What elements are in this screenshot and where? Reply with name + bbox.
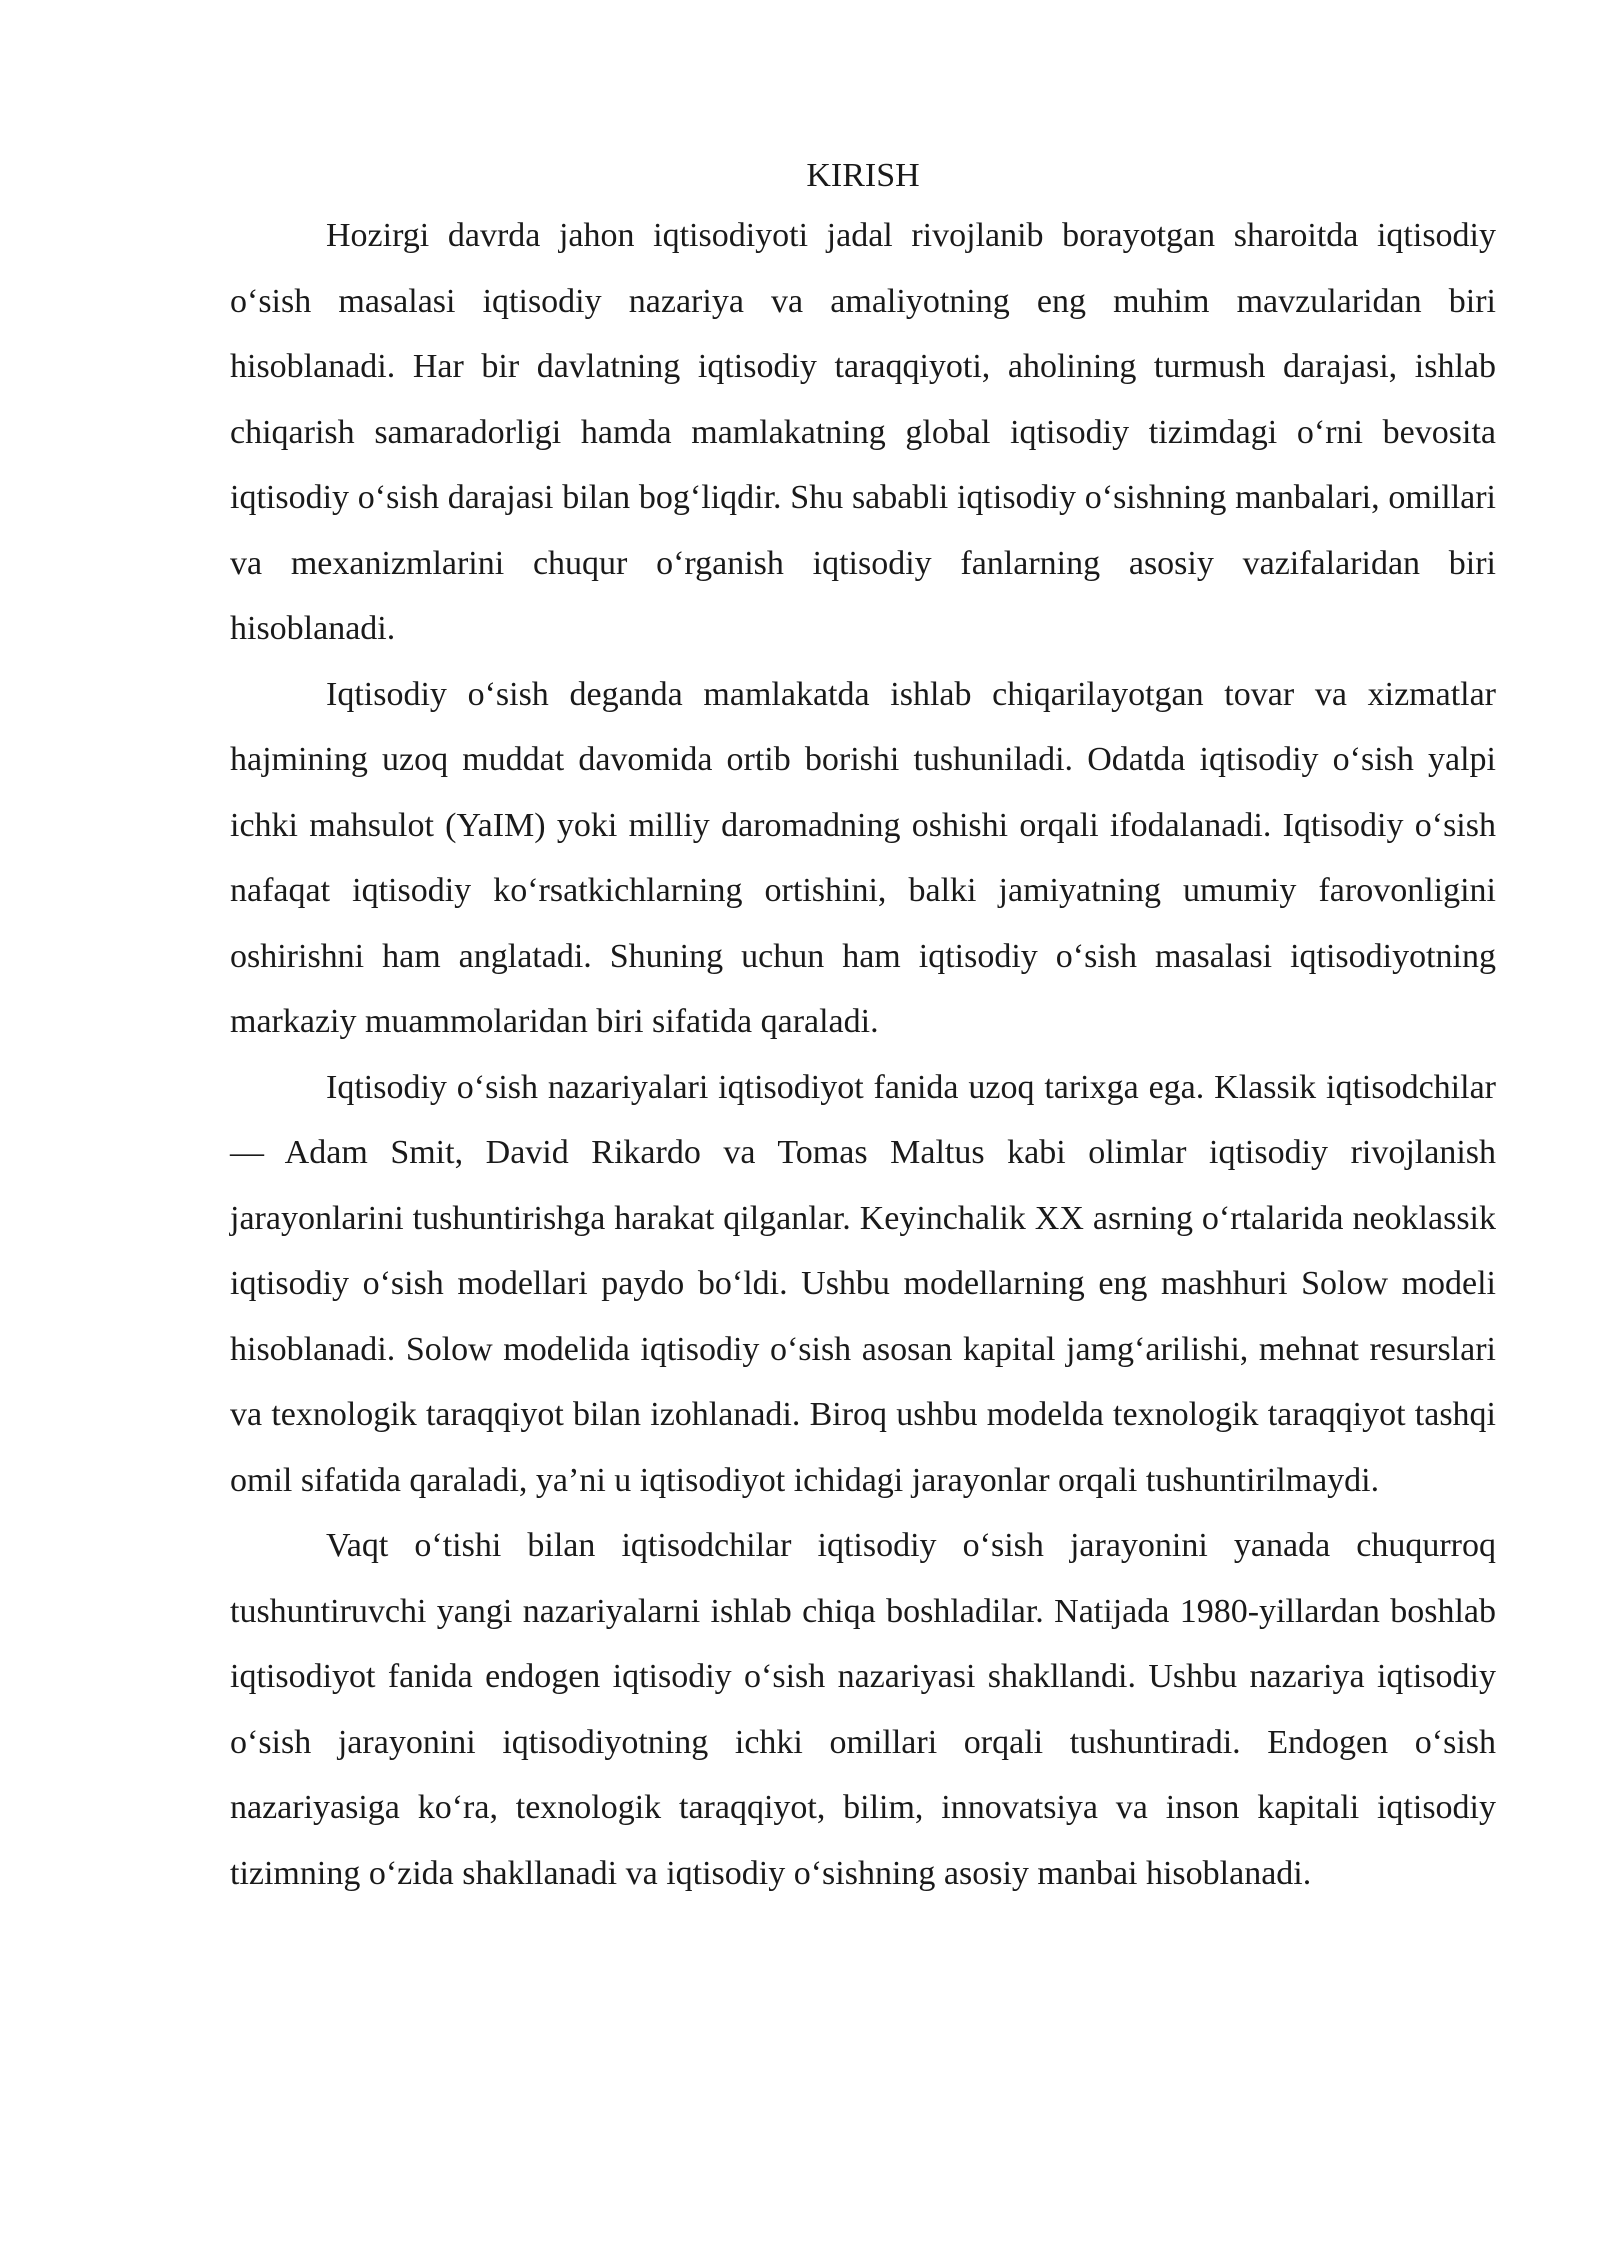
section-heading: KIRISH	[806, 157, 920, 194]
paragraph-4: Vaqt o‘tishi bilan iqtisodchilar iqtisodiy o‘sish jarayonini yanada chuqurroq tushuntiruvchi yangi nazariyalarni ishlab chiqa boshladilar. Natijada 1980-yillardan boshlab iqtisodiyot fanida endogen iqtisodiy o‘sish nazariyasi shakllandi. Ushbu nazariya iqtisodiy o‘sish jarayonini iqtisodiyotning ichki omillari orqali tushuntiradi. Endogen o‘sish nazariyasiga ko‘ra, texnologik taraqqiyot, bilim, innovatsiya va inson kapitali iqtisodiy tizimning o‘zida shakllanadi va iqtisodiy o‘sishning asosiy manbai hisoblanadi.	[230, 1527, 1496, 1892]
paragraph-2: Iqtisodiy o‘sish deganda mamlakatda ishlab chiqarilayotgan tovar va xizmatlar hajmining uzoq muddat davomida ortib borishi tushuniladi. Odatda iqtisodiy o‘sish yalpi ichki mahsulot (YaIM) yoki milliy daromadning oshishi orqali ifodalanadi. Iqtisodiy o‘sish nafaqat iqtisodiy ko‘rsatkichlarning ortishini, balki jamiyatning umumiy farovonligini oshirishni ham anglatadi. Shuning uchun ham iqtisodiy o‘sish masalasi iqtisodiyotning markaziy muammolaridan biri sifatida qaraladi.	[230, 675, 1496, 1040]
document-body	[230, 148, 1496, 1906]
paragraph-3: Iqtisodiy o‘sish nazariyalari iqtisodiyot fanida uzoq tarixga ega. Klassik iqtisodchilar — Adam Smit, David Rikardo va Tomas Maltus kabi olimlar iqtisodiy rivojlanish jarayonlarini tushuntirishga harakat qilganlar. Keyinchalik XX asrning o‘rtalarida neoklassik iqtisodiy o‘sish modellari paydo bo‘ldi. Ushbu modellarning eng mashhuri Solow modeli hisoblanadi. Solow modelida iqtisodiy o‘sish asosan kapital jamg‘arilishi, mehnat resurslari va texnologik taraqqiyot bilan izohlanadi. Biroq ushbu modelda texnologik taraqqiyot tashqi omil sifatida qaraladi, ya’ni u iqtisodiyot ichidagi jarayonlar orqali tushuntirilmaydi.	[230, 1068, 1496, 1499]
paragraph-1: Hozirgi davrda jahon iqtisodiyoti jadal rivojlanib borayotgan sharoitda iqtisodiy o‘sish masalasi iqtisodiy nazariya va amaliyotning eng muhim mavzularidan biri hisoblanadi. Har bir davlatning iqtisodiy taraqqiyoti, aholining turmush darajasi, ishlab chiqarish samaradorligi hamda mamlakatning global iqtisodiy tizimdagi o‘rni bevosita iqtisodiy o‘sish darajasi bilan bog‘liqdir. Shu sababli iqtisodiy o‘sishning manbalari, omillari va mexanizmlarini chuqur o‘rganish iqtisodiy fanlarning asosiy vazifalaridan biri hisoblanadi.	[230, 217, 1496, 647]
